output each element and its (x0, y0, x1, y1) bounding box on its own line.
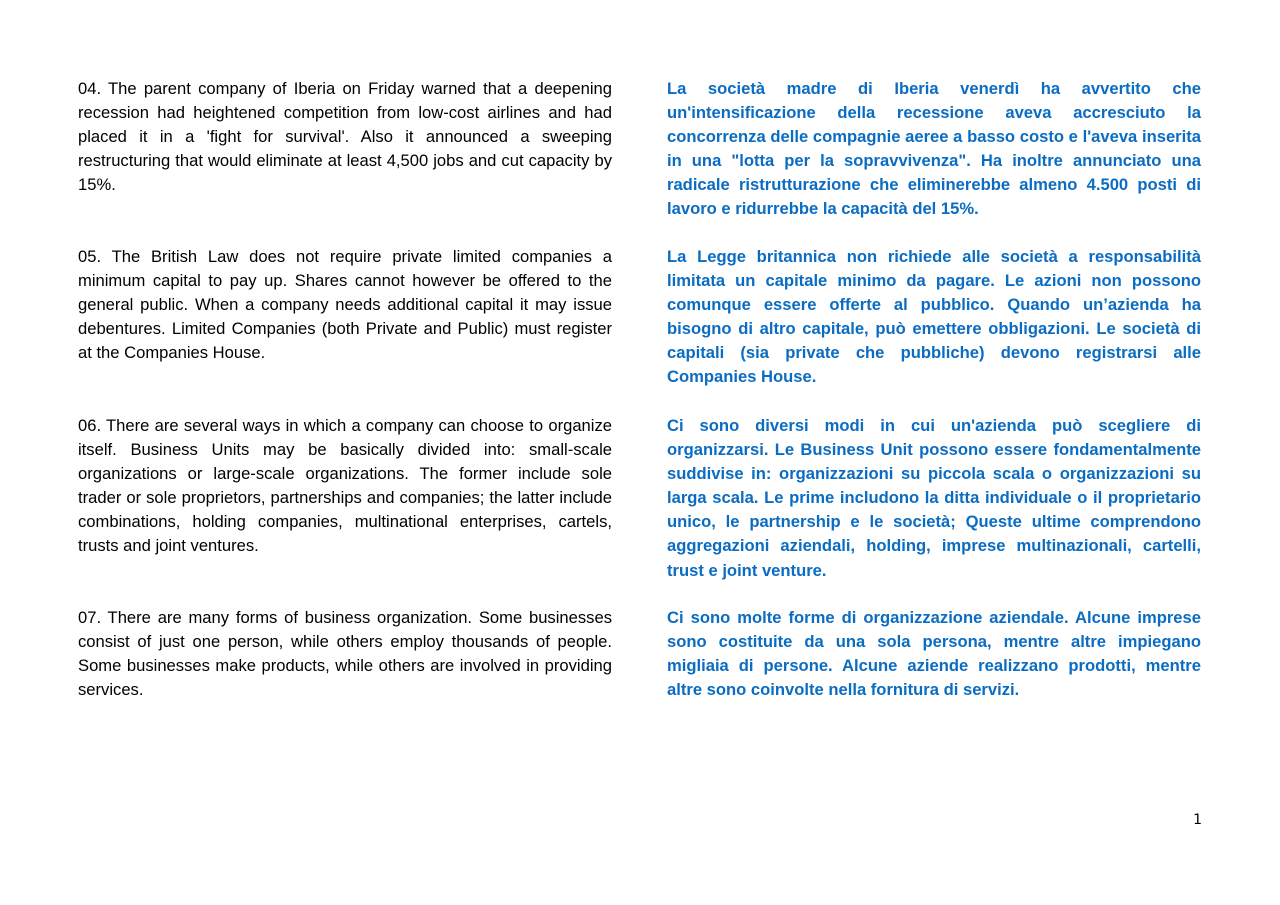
italian-paragraph-07: Ci sono molte forme di organizzazione aziendale. Alcune imprese sono costituite da una sola persona, mentre altre impiegano migliaia di persone. Alcune aziende realizzano prodotti, mentre altre sono coinvolte nella fornitura di servizi. (667, 608, 1201, 700)
english-paragraph-04: 04. The parent company of Iberia on Friday warned that a deepening recession had heightened competition from low-cost airlines and had placed it in a 'fight for survival'. Also it announced a sweeping restructuring that would eliminate at least 4,500 jobs and cut capacity by 15%. (78, 79, 612, 195)
english-paragraph-06: 06. There are several ways in which a company can choose to organize itself. Business Units may be basically divided into: small-scale organizations or large-scale organizations. The former include sole trader or sole proprietors, partnerships and companies; the latter include combinations, holding companies, multinational enterprises, cartels, trusts and joint ventures. (78, 416, 612, 556)
english-paragraph-07: 07. There are many forms of business organization. Some businesses consist of just one person, while others employ thousands of people. Some businesses make products, while others are involved in providing services. (78, 608, 612, 700)
italian-paragraph-06: Ci sono diversi modi in cui un'azienda può scegliere di organizzarsi. Le Business Unit possono essere fondamentalmente suddivise in: organizzazioni su piccola scala o organizzazioni su larga scala. Le prime includono la ditta individuale o il proprietario unico, le partnership e le società; Queste ultime comprendono aggregazioni aziendali, holding, imprese multinazionali, cartelli, trust e joint venture. (667, 416, 1201, 580)
italian-paragraph-04: La società madre di Iberia venerdì ha avvertito che un'intensificazione della recessione aveva accresciuto la concorrenza delle compagnie aeree a basso costo e l'aveva inserita in una "lotta per la sopravvivenza". Ha inoltre annunciato una radicale ristrutturazione che eliminerebbe almeno 4.500 posti di lavoro e ridurrebbe la capacità del 15%. (667, 79, 1201, 219)
page-number: 1 (1193, 812, 1202, 828)
italian-paragraph-05: La Legge britannica non richiede alle società a responsabilità limitata un capitale minimo da pagare. Le azioni non possono comunque essere offerte al pubblico. Quando un’azienda ha bisogno di altro capitale, può emettere obbligazioni. Le società di capitali (sia private che pubbliche) devono registrarsi alle Companies House. (667, 247, 1201, 387)
english-paragraph-05: 05. The British Law does not require private limited companies a minimum capital to pay up. Shares cannot however be offered to the general public. When a company needs additional capital it may issue debentures. Limited Companies (both Private and Public) must register at the Companies House. (78, 247, 612, 363)
